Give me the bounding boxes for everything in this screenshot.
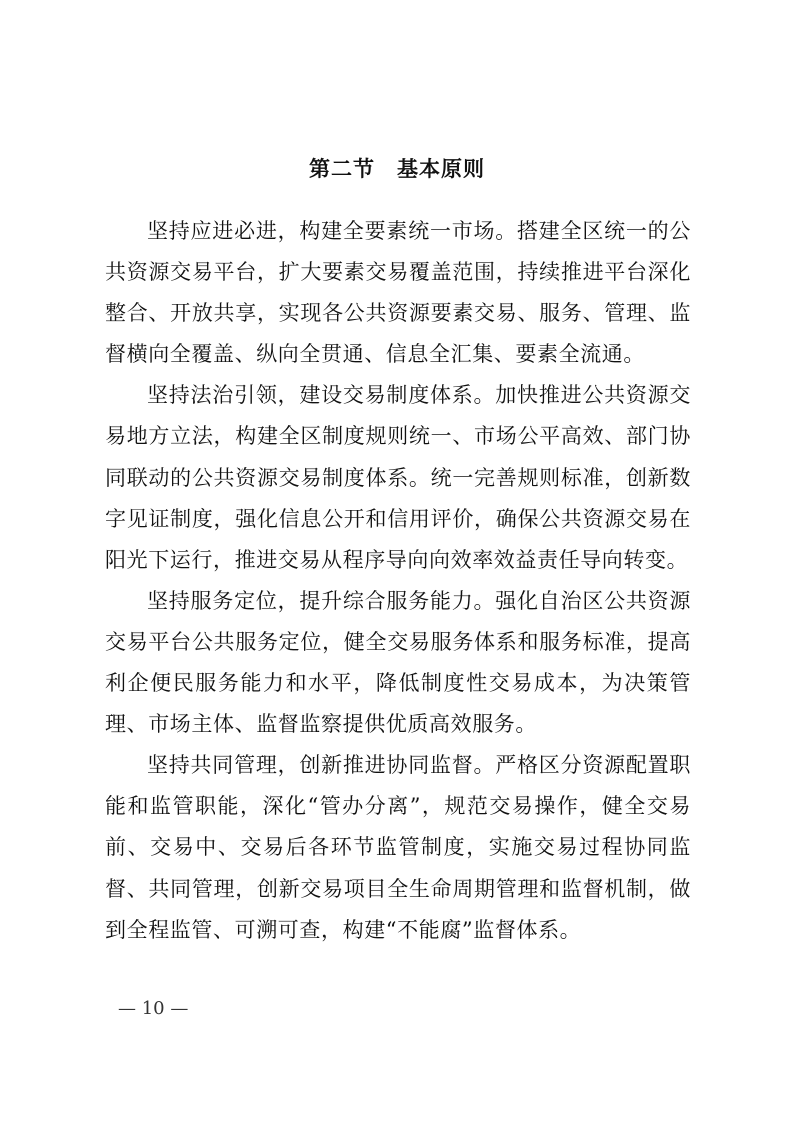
body-text xyxy=(105,211,691,951)
paragraph-3: 坚持服务定位，提升综合服务能力。强化自治区公共资源交易平台公共服务定位，健全交易服务体系和服务标准，提高利企便民服务能力和水平，降低制度性交易成本，为决策管理、市场主体、监督监察提供优质高效服务。 xyxy=(105,588,691,737)
paragraph-4: 坚持共同管理，创新推进协同监督。严格区分资源配置职能和监管职能，深化“管办分离”，规范交易操作，健全交易前、交易中、交易后各环节监管制度，实施交易过程协同监督、共同管理，创新交易项目全生命周期管理和监督机制，做到全程监管、可溯可查，构建“不能腐”监督体系。 xyxy=(105,753,691,942)
paragraph-2: 坚持法治引领，建设交易制度体系。加快推进公共资源交易地方立法，构建全区制度规则统一、市场公平高效、部门协同联动的公共资源交易制度体系。统一完善规则标准，创新数字见证制度，强化信息公开和信用评价，确保公共资源交易在阳光下运行，推进交易从程序导向向效率效益责任导向转变。 xyxy=(105,383,691,572)
section-title: 第二节 基本原则 xyxy=(309,157,485,181)
page-number: — 10 — xyxy=(118,998,189,1019)
paragraph-1: 坚持应进必进，构建全要素统一市场。搭建全区统一的公共资源交易平台，扩大要素交易覆盖范围，持续推进平台深化整合、开放共享，实现各公共资源要素交易、服务、管理、监督横向全覆盖、纵向全贯通、信息全汇集、要素全流通。 xyxy=(105,219,691,367)
